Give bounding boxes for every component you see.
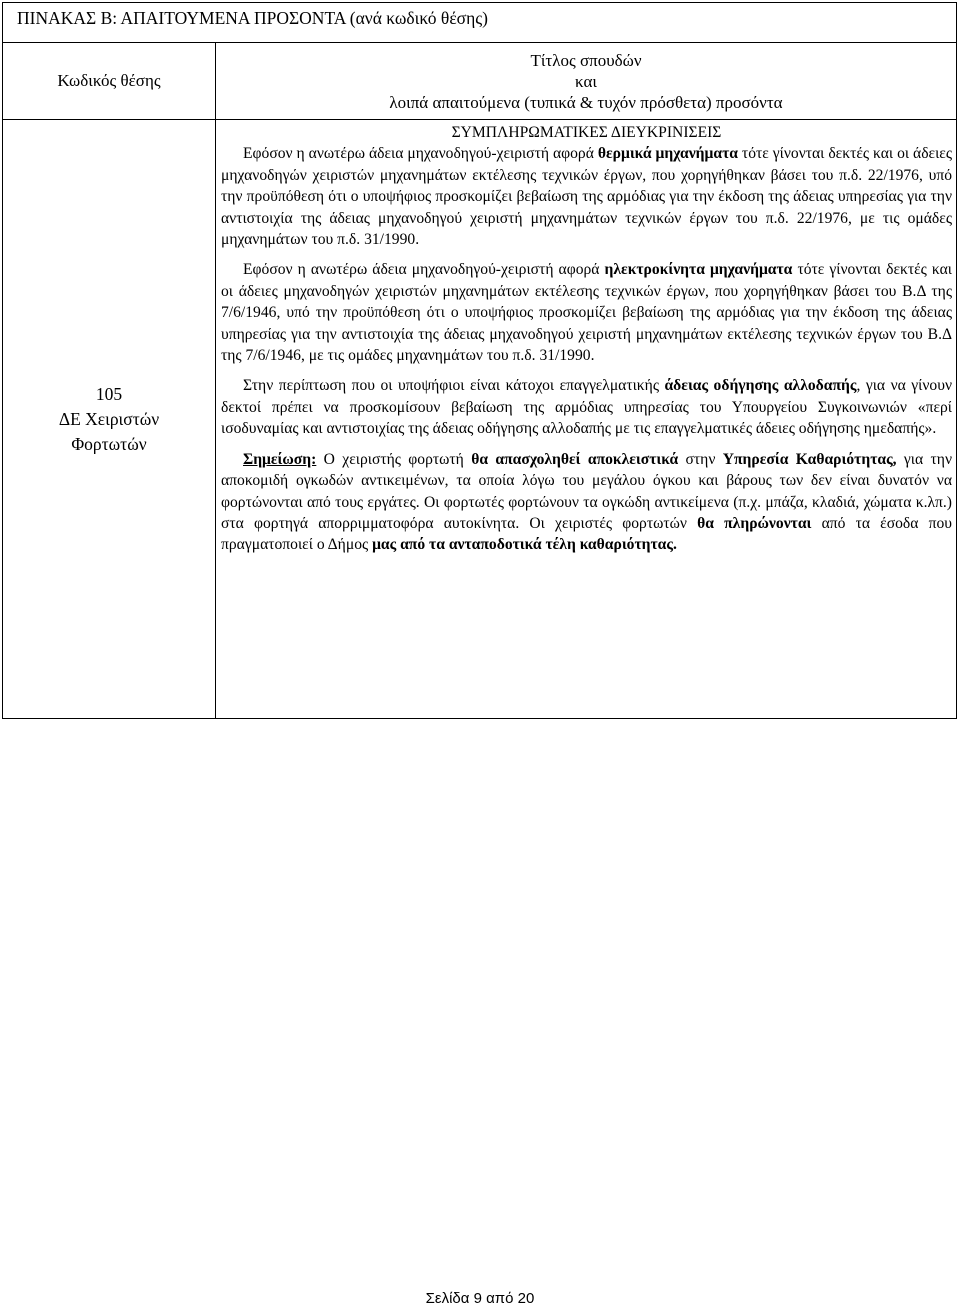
paragraph-thermal-machines: Εφόσον η ανωτέρω άδεια μηχανοδηγού-χειριστή αφορά θερμικά μηχανήματα τότε γίνονται δεκτές και οι άδειες μηχανοδηγών χειριστών μηχανημάτων εκτέλεσης τεχνικών έργων, που χορηγήθηκαν βάσει του π.δ. 22/1976, υπό την προϋπόθεση ότι ο υποψήφιος προσκομίζει βεβαίωση της αρμόδιας για την έκδοση της άδειας υπηρεσίας για την αντιστοιχία της άδειας μηχανοδηγού χειριστή μηχανημάτων τεχνικών έργων του π.δ. 22/1976, με τις ομάδες μηχανημάτων του π.δ. 31/1990. <box>221 145 953 249</box>
header-position-code: Κωδικός θέσης <box>3 43 216 120</box>
header-title-line1: Τίτλος σπουδών <box>530 50 642 70</box>
position-name-line1: ΔΕ Χειριστών <box>58 408 160 429</box>
header-title-line2: και <box>575 71 597 91</box>
header-title-line3: λοιπά απαιτούμενα (τυπικά & τυχόν πρόσθετα) προσόντα <box>389 92 783 112</box>
requirements-table <box>2 2 957 719</box>
paragraph-foreign-license: Στην περίπτωση που οι υποψήφιοι είναι κάτοχοι επαγγελματικής άδειας οδήγησης αλλοδαπής, για να γίνουν δεκτοί πρέπει να προσκομίσουν βεβαίωση της αρμόδιας υπηρεσίας του Υπουργείου Συγκοινωνιών «περί ισοδυναμίας και αντιστοιχίας της άδειας οδήγησης αλλοδαπής με τις επαγγελματικές άδειες οδήγησης ημεδαπής». <box>221 377 952 438</box>
position-number: 105 <box>95 383 123 404</box>
header-qualifications <box>216 43 957 120</box>
paragraph-electric-machines: Εφόσον η ανωτέρω άδεια μηχανοδηγού-χειριστή αφορά ηλεκτροκίνητα μηχανήματα τότε γίνονται δεκτές και οι άδειες μηχανοδηγών χειριστών μηχανημάτων εκτέλεσης τεχνικών έργων, που χορηγήθηκαν βάσει του Β.Δ της 7/6/1946, υπό την προϋπόθεση ότι ο υποψήφιος προσκομίζει βεβαίωση της αρμόδιας για την έκδοση της άδειας υπηρεσίας για την αντιστοιχία της άδειας μηχανοδηγού χειριστή μηχανημάτων εκτέλεσης τεχνικών έργων του Β.Δ της 7/6/1946, με τις ομάδες μηχανημάτων του π.δ. 31/1990. <box>221 261 952 365</box>
table-title: ΠΙΝΑΚΑΣ Β: ΑΠΑΙΤΟΥΜΕΝΑ ΠΡΟΣΟΝΤΑ (ανά κωδικό θέσης) <box>3 3 957 43</box>
page-number: Σελίδα 9 από 20 <box>425 1290 535 1307</box>
note-label: Σημείωση: <box>243 450 317 468</box>
section-title: ΣΥΜΠΛΗΡΩΜΑΤΙΚΕΣ ΔΙΕΥΚΡΙΝΙΣΕΙΣ <box>451 124 722 141</box>
qualifications-content <box>216 120 957 719</box>
position-name-line2: Φορτωτών <box>71 433 147 454</box>
position-code-cell <box>3 120 216 719</box>
paragraph-note: Σημείωση: Ο χειριστής φορτωτή θα απασχοληθεί αποκλειστικά στην Υπηρεσία Καθαριότητας, για την αποκομιδή ογκωδών αντικειμένων, τα οποία λόγω του μεγάλου όγκου και βάρους των δεν είναι δυνατόν να φορτώνονται από τους εργάτες. Οι φορτωτές φορτώνουν τα ογκώδη αντικείμενα (π.χ. μπάζα, κλαδιά, χώματα κ.λπ.) στα φορτηγά απορριμματοφόρα αυτοκίνητα. Οι χειριστές φορτωτών θα πληρώνονται από τα έσοδα που πραγματοποιεί ο Δήμος μας από τα ανταποδοτικά τέλη καθαριότητας. <box>221 450 953 554</box>
